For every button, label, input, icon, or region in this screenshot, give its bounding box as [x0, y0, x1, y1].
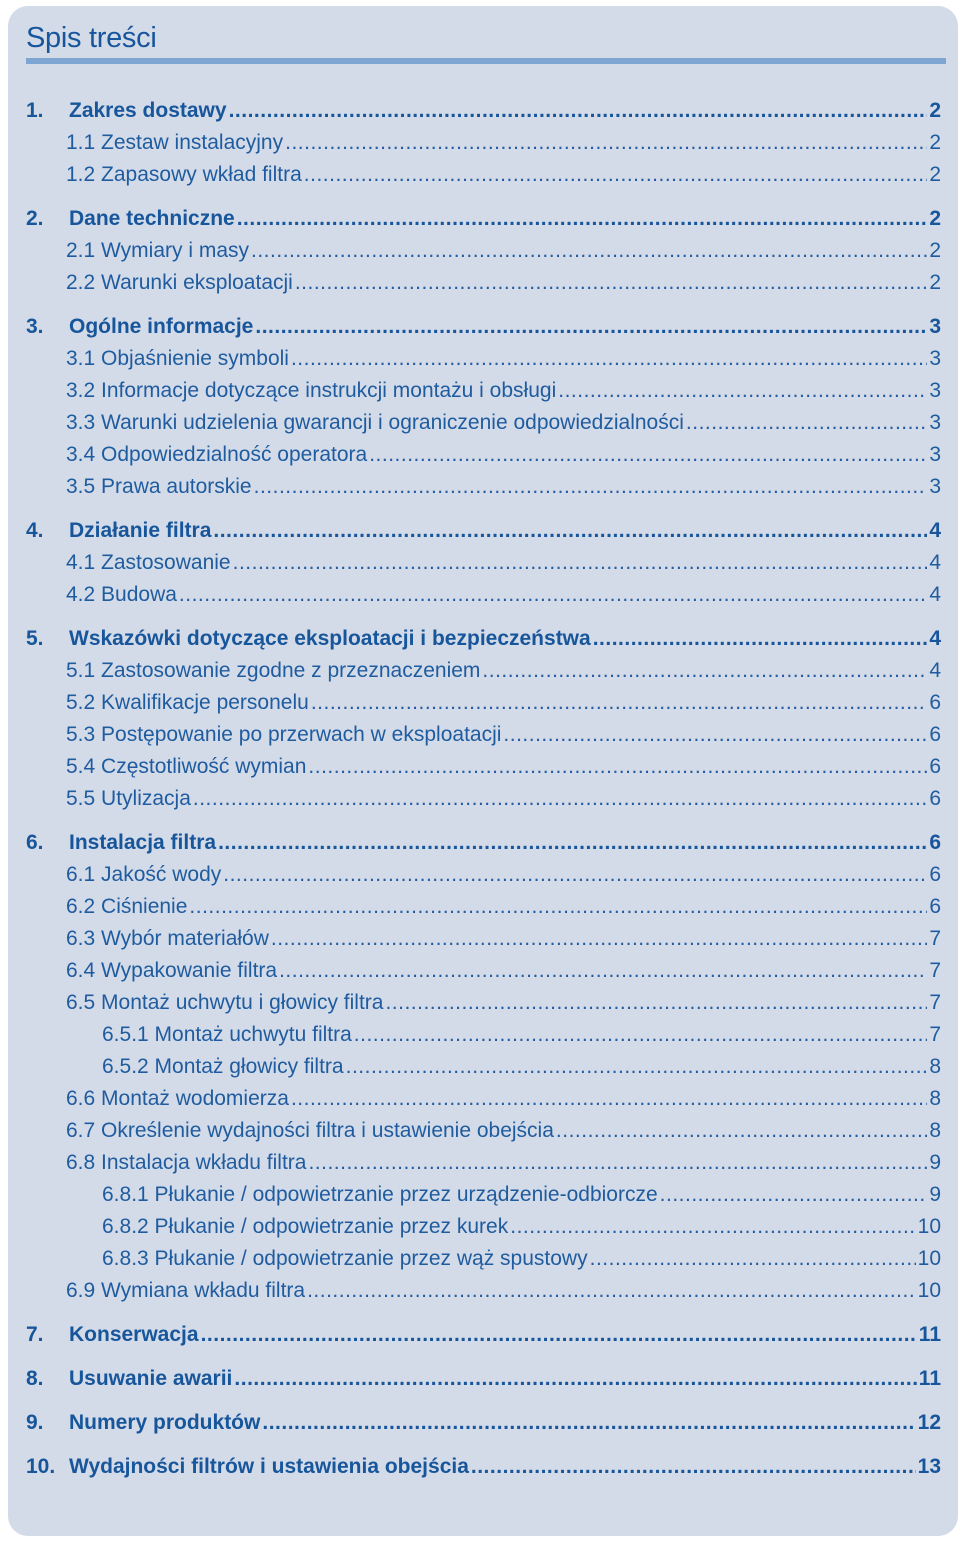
toc-entry[interactable]: [26, 314, 941, 340]
toc-entry-label: [66, 1278, 305, 1304]
toc-entry-number: 8.: [26, 1367, 44, 1390]
toc-entry-text: 3.1 Objaśnienie symboli: [66, 347, 289, 370]
toc-entry-page: 12: [917, 1411, 941, 1434]
dot-leader: [593, 626, 928, 652]
dot-leader: [304, 162, 928, 188]
toc-entry-label: [66, 862, 221, 888]
toc-entry-page: 7: [929, 991, 941, 1014]
toc-entry-number: 10.: [26, 1455, 56, 1478]
toc-entry-label: [66, 238, 249, 264]
toc-entry[interactable]: [66, 658, 941, 684]
toc-entry[interactable]: [66, 862, 941, 888]
toc-entry[interactable]: [66, 1086, 941, 1112]
toc-entry-label: [66, 162, 302, 188]
toc-entry-number: 3.: [26, 315, 44, 338]
toc-entry-page: 9: [929, 1183, 941, 1206]
toc-entry-number: 7.: [26, 1323, 44, 1346]
toc-entry-label: [66, 474, 252, 500]
dot-leader: [291, 1086, 927, 1112]
toc-entry-label: [66, 786, 191, 812]
toc-entry-page: 10: [917, 1247, 941, 1270]
toc-entry-label: [66, 1086, 289, 1112]
dot-leader: [346, 1054, 928, 1080]
toc-entry-label: [26, 314, 253, 340]
toc-entry[interactable]: [102, 1214, 941, 1240]
toc-entry-label: [66, 722, 501, 748]
toc-entry-text: 6.5 Montaż uchwytu i głowicy filtra: [66, 991, 384, 1014]
toc-entry-text: 6.4 Wypakowanie filtra: [66, 959, 278, 982]
title-rule: [26, 58, 946, 64]
toc-entry[interactable]: [66, 1150, 941, 1176]
toc-entry-text: Wydajności filtrów i ustawienia obejścia: [69, 1455, 469, 1478]
toc-entry-text: 6.9 Wymiana wkładu filtra: [66, 1279, 306, 1302]
toc-entry-number: 1.: [26, 99, 44, 122]
toc-entry-text: 3.3 Warunki udzielenia gwarancji i ograniczenie odpowiedzialności: [66, 411, 684, 434]
toc-entry[interactable]: [66, 162, 941, 188]
toc-entry-label: [102, 1214, 508, 1240]
toc-entry-page: 13: [917, 1455, 941, 1478]
toc-entry-page: 4: [929, 627, 941, 650]
dot-leader: [354, 1022, 928, 1048]
dot-leader: [262, 1410, 915, 1436]
toc-entry-text: 6.5.1 Montaż uchwytu filtra: [102, 1023, 352, 1046]
toc-entry-page: 4: [929, 551, 941, 574]
dot-leader: [291, 346, 927, 372]
toc-entry[interactable]: [66, 958, 941, 984]
toc-entry-page: 6: [929, 723, 941, 746]
toc-entry-page: 6: [929, 787, 941, 810]
toc-entry-text: 6.8.1 Płukanie / odpowietrzanie przez urządzenie-odbiorcze: [102, 1183, 658, 1206]
toc-entry-text: 3.5 Prawa autorskie: [66, 475, 252, 498]
toc-entry-page: 10: [917, 1279, 941, 1302]
page-title: Spis treści: [26, 22, 157, 54]
toc-entry[interactable]: [66, 474, 941, 500]
toc-entry-page: 7: [929, 959, 941, 982]
toc-entry[interactable]: [102, 1182, 941, 1208]
toc-entry-label: [102, 1022, 352, 1048]
toc-entry-page: 9: [929, 1151, 941, 1174]
toc-entry-text: 3.2 Informacje dotyczące instrukcji montażu i obsługi: [66, 379, 557, 402]
toc-entry-page: 8: [929, 1055, 941, 1078]
toc-entry-label: [66, 582, 177, 608]
toc-entry-label: [26, 1454, 469, 1480]
toc-entry-page: 3: [929, 443, 941, 466]
toc-entry-page: 3: [929, 315, 941, 338]
dot-leader: [660, 1182, 928, 1208]
dot-leader: [179, 582, 927, 608]
toc-entry[interactable]: [66, 442, 941, 468]
toc-entry-label: [66, 270, 293, 296]
toc-entry-label: [26, 518, 211, 544]
toc-entry-label: [66, 926, 269, 952]
toc-entry-page: 6: [929, 755, 941, 778]
toc-entry-label: [26, 626, 591, 652]
toc-entry-page: 11: [918, 1323, 941, 1346]
toc-entry-text: 6.5.2 Montaż głowicy filtra: [102, 1055, 344, 1078]
dot-leader: [201, 1322, 917, 1348]
toc-entry-number: 5.: [26, 627, 44, 650]
toc-entry-text: 3.4 Odpowiedzialność operatora: [66, 443, 368, 466]
toc-entry-page: 6: [929, 831, 941, 854]
toc-entry-label: [66, 754, 306, 780]
toc-entry[interactable]: [66, 926, 941, 952]
toc-entry-page: 3: [929, 475, 941, 498]
toc-entry[interactable]: [102, 1022, 941, 1048]
dot-leader: [189, 894, 927, 920]
toc-entry-page: 2: [929, 207, 941, 230]
toc-entry[interactable]: [26, 1322, 941, 1348]
dot-leader: [482, 658, 927, 684]
toc-entry[interactable]: [26, 626, 941, 652]
toc-entry[interactable]: [26, 830, 941, 856]
toc-entry[interactable]: [66, 1278, 941, 1304]
toc-entry-text: Wskazówki dotyczące eksploatacji i bezpieczeństwa: [69, 627, 591, 650]
toc-entry[interactable]: [66, 410, 941, 436]
toc-entry-page: 7: [929, 1023, 941, 1046]
toc-entry-label: [26, 1322, 199, 1348]
toc-entry-text: 6.2 Ciśnienie: [66, 895, 188, 918]
toc-entry[interactable]: [66, 1118, 941, 1144]
toc-entry[interactable]: [66, 130, 941, 156]
toc-entry-text: 6.3 Wybór materiałów: [66, 927, 269, 950]
toc-entry-label: [66, 346, 289, 372]
toc-entry-number: 6.: [26, 831, 44, 854]
toc-entry-text: 5.3 Postępowanie po przerwach w eksploatacji: [66, 723, 502, 746]
dot-leader: [234, 1366, 916, 1392]
toc-entry-text: 6.8 Instalacja wkładu filtra: [66, 1151, 307, 1174]
dot-leader: [193, 786, 927, 812]
toc-entry[interactable]: [66, 346, 941, 372]
toc-entry-text: 4.2 Budowa: [66, 583, 177, 606]
toc-entry-number: 4.: [26, 519, 44, 542]
toc-entry-number: 2.: [26, 207, 44, 230]
toc-entry-label: [26, 206, 235, 232]
toc-entry-text: Działanie filtra: [69, 519, 212, 542]
toc-entry-label: [66, 442, 367, 468]
toc-entry-page: 3: [929, 379, 941, 402]
dot-leader: [686, 410, 927, 436]
toc-entry[interactable]: [66, 550, 941, 576]
dot-leader: [556, 1118, 927, 1144]
dot-leader: [233, 550, 928, 576]
toc-entry-page: 2: [929, 99, 941, 122]
toc-entry[interactable]: [66, 894, 941, 920]
toc-entry-text: 4.1 Zastosowanie: [66, 551, 231, 574]
toc-entry-text: Usuwanie awarii: [69, 1367, 233, 1390]
toc-entry-page: 2: [929, 163, 941, 186]
toc-entry-text: 5.5 Utylizacja: [66, 787, 191, 810]
toc-entry-label: [26, 830, 216, 856]
toc-entry-page: 2: [929, 239, 941, 262]
toc-entry-label: [66, 958, 277, 984]
dot-leader: [255, 314, 927, 340]
toc-entry-text: 1.1 Zestaw instalacyjny: [66, 131, 284, 154]
dot-leader: [369, 442, 927, 468]
dot-leader: [254, 474, 928, 500]
toc-entry-label: [26, 98, 227, 124]
toc-entry-text: Konserwacja: [69, 1323, 199, 1346]
toc-entry-page: 4: [929, 519, 941, 542]
dot-leader: [510, 1214, 915, 1240]
toc-entry-label: [26, 1366, 232, 1392]
toc-entry[interactable]: [26, 1410, 941, 1436]
toc-entry-label: [66, 990, 383, 1016]
toc-entry[interactable]: [66, 582, 941, 608]
dot-leader: [279, 958, 927, 984]
dot-leader: [213, 518, 927, 544]
dot-leader: [251, 238, 927, 264]
toc-entry-page: 6: [929, 895, 941, 918]
toc-entry-label: [66, 894, 187, 920]
toc-entry-label: [26, 1410, 260, 1436]
toc-entry[interactable]: [102, 1054, 941, 1080]
toc-entry[interactable]: [102, 1246, 941, 1272]
toc-entry-page: 6: [929, 863, 941, 886]
toc-entry[interactable]: [26, 1366, 941, 1392]
toc-entry-page: 8: [929, 1087, 941, 1110]
toc-entry-label: [66, 1118, 554, 1144]
toc-entry[interactable]: [66, 786, 941, 812]
dot-leader: [503, 722, 927, 748]
toc-entry-label: [66, 1150, 306, 1176]
toc-entry-text: 2.1 Wymiary i masy: [66, 239, 250, 262]
toc-entry[interactable]: [26, 206, 941, 232]
toc-entry-text: Numery produktów: [69, 1411, 261, 1434]
toc-entry[interactable]: [26, 1454, 941, 1480]
dot-leader: [308, 754, 927, 780]
toc-entry-text: 6.8.3 Płukanie / odpowietrzanie przez wąż spustowy: [102, 1247, 588, 1270]
dot-leader: [307, 1278, 916, 1304]
toc-entry[interactable]: [66, 690, 941, 716]
toc-entry-text: 5.4 Częstotliwość wymian: [66, 755, 307, 778]
toc-entry[interactable]: [26, 98, 941, 124]
toc-entry-label: [102, 1054, 344, 1080]
toc-entry-page: 8: [929, 1119, 941, 1142]
toc-entry-page: 4: [929, 583, 941, 606]
toc-entry-text: 6.6 Montaż wodomierza: [66, 1087, 289, 1110]
toc-entry-text: 2.2 Warunki eksploatacji: [66, 271, 293, 294]
toc-entry-text: Dane techniczne: [69, 207, 235, 230]
toc-entry-number: 9.: [26, 1411, 44, 1434]
toc-entry-text: 5.1 Zastosowanie zgodne z przeznaczeniem: [66, 659, 481, 682]
dot-leader: [471, 1454, 916, 1480]
toc-entry-page: 6: [929, 691, 941, 714]
toc-entry-label: [102, 1182, 658, 1208]
toc-entry[interactable]: [66, 378, 941, 404]
toc-entry[interactable]: [66, 238, 941, 264]
toc-entry-page: 3: [929, 347, 941, 370]
toc-entry-label: [102, 1246, 588, 1272]
toc-entry-page: 2: [929, 271, 941, 294]
toc-entry[interactable]: [26, 518, 941, 544]
toc-entry-page: 2: [929, 131, 941, 154]
dot-leader: [295, 270, 927, 296]
toc-entry-page: 10: [917, 1215, 941, 1238]
toc-entry-text: 5.2 Kwalifikacje personelu: [66, 691, 309, 714]
toc-entry-page: 7: [929, 927, 941, 950]
toc-entry-page: 11: [918, 1367, 941, 1390]
dot-leader: [237, 206, 928, 232]
toc-entry-label: [66, 690, 309, 716]
toc-entry-label: [66, 410, 684, 436]
dot-leader: [385, 990, 927, 1016]
toc-entry[interactable]: [66, 754, 941, 780]
toc-entry[interactable]: [66, 990, 941, 1016]
toc-entry-text: 6.7 Określenie wydajności filtra i ustawienie obejścia: [66, 1119, 554, 1142]
toc-entry-text: 6.1 Jakość wody: [66, 863, 222, 886]
toc-entry-text: Ogólne informacje: [69, 315, 254, 338]
dot-leader: [558, 378, 927, 404]
toc-entry-text: Instalacja filtra: [69, 831, 217, 854]
toc-entry[interactable]: [66, 270, 941, 296]
dot-leader: [223, 862, 927, 888]
dot-leader: [218, 830, 927, 856]
dot-leader: [311, 690, 928, 716]
toc-entry-page: 3: [929, 411, 941, 434]
toc-entry-text: 6.8.2 Płukanie / odpowietrzanie przez kurek: [102, 1215, 509, 1238]
dot-leader: [590, 1246, 916, 1272]
dot-leader: [271, 926, 927, 952]
toc-entry-text: Zakres dostawy: [69, 99, 227, 122]
dot-leader: [308, 1150, 927, 1176]
toc-entry-label: [66, 130, 283, 156]
toc-entry-label: [66, 378, 556, 404]
toc-entry[interactable]: [66, 722, 941, 748]
toc-entry-label: [66, 658, 480, 684]
toc-entry-page: 4: [929, 659, 941, 682]
toc-entry-label: [66, 550, 231, 576]
dot-leader: [285, 130, 927, 156]
dot-leader: [229, 98, 928, 124]
toc-entry-text: 1.2 Zapasowy wkład filtra: [66, 163, 302, 186]
